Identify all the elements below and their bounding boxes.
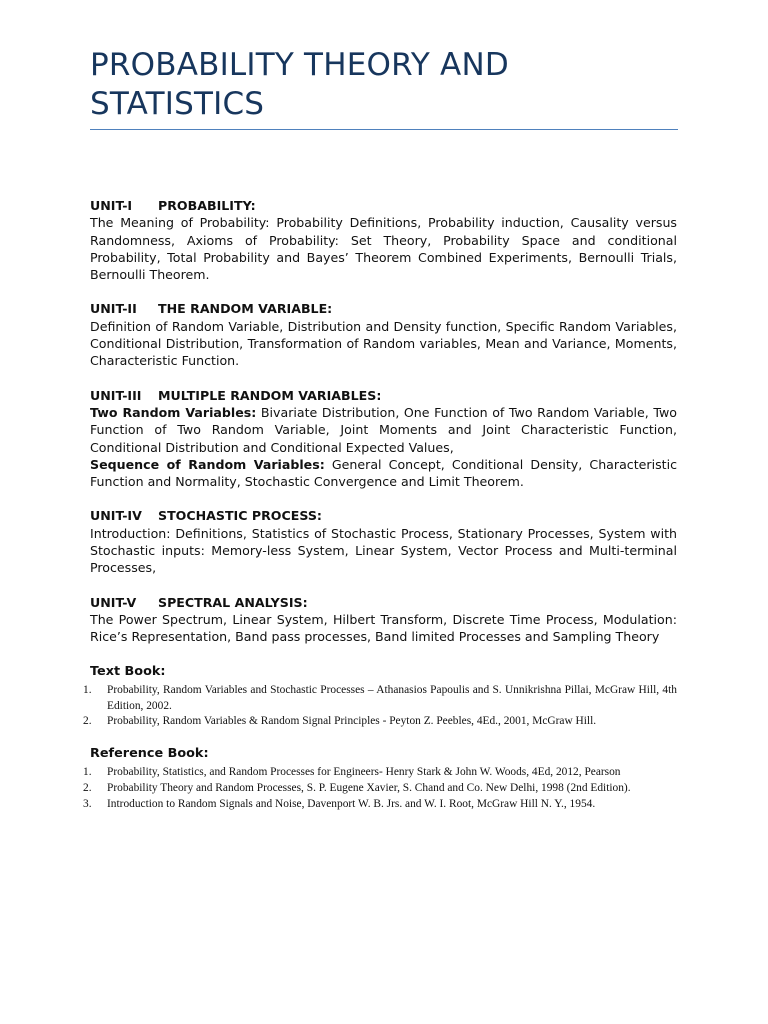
- spacer: [90, 730, 677, 744]
- unit-1: [90, 197, 677, 283]
- list-text: Probability, Statistics, and Random Processes for Engineers- Henry Stark & John W. Woods, 4Ed, 2012, Pearson: [107, 766, 621, 779]
- list-item: [83, 781, 677, 797]
- paragraph-lead: Sequence of Random Variables:: [90, 456, 325, 472]
- unit-number: UNIT-V: [90, 594, 137, 610]
- unit-title: SPECTRAL ANALYSIS:: [158, 594, 308, 610]
- list-number: 2.: [83, 781, 92, 794]
- list-text: Probability, Random Variables & Random Signal Principles - Peyton Z. Peebles, 4Ed., 2001, McGraw Hill.: [107, 715, 597, 728]
- list-text: Introduction to Random Signals and Noise, Davenport W. B. Jrs. and W. I. Root, McGraw Hill N. Y., 1954.: [107, 797, 596, 810]
- unit-heading: [90, 594, 677, 611]
- unit-paragraph: [90, 318, 677, 370]
- unit-paragraph: [90, 456, 677, 491]
- paragraph-text: Bivariate Distribution, One Function of Two Random Variable, Two Function of Two Random Variable, Joint Moments and Joint Characteristic Function, Conditional Distribution and Conditional Expected Values,: [90, 404, 677, 455]
- paragraph-lead: Two Random Variables:: [90, 404, 257, 420]
- list-text: Probability, Random Variables and Stochastic Processes – Athanasios Papoulis and S. Unnikrishna Pillai, McGraw Hill, 4th Edition, 2002.: [107, 683, 677, 712]
- unit-paragraph: [90, 214, 677, 283]
- unit-3: [90, 387, 677, 491]
- unit-number: UNIT-II: [90, 301, 137, 317]
- reference-book-heading: Reference Book:: [90, 745, 209, 761]
- paragraph-text: Introduction: Definitions, Statistics of Stochastic Process, Stationary Processes, System with Stochastic inputs: Memory-less System, Linear System, Vector Process and Multi-terminal Processes,: [90, 525, 677, 576]
- unit-heading: [90, 387, 677, 404]
- text-book-heading: Text Book:: [90, 663, 166, 679]
- unit-title: THE RANDOM VARIABLE:: [158, 301, 333, 317]
- text-book-list: [83, 683, 677, 730]
- list-number: 1.: [83, 683, 92, 696]
- unit-4: [90, 507, 677, 576]
- list-text: Probability Theory and Random Processes, S. P. Eugene Xavier, S. Chand and Co. New Delhi, 1998 (2nd Edition).: [107, 781, 631, 794]
- list-number: 3.: [83, 797, 92, 810]
- unit-5: [90, 594, 677, 646]
- paragraph-text: The Power Spectrum, Linear System, Hilbert Transform, Discrete Time Process, Modulation: Rice’s Representation, Band pass processes, Band limited Processes and Sampling Theory: [90, 611, 677, 645]
- unit-paragraph: [90, 525, 677, 577]
- paragraph-text: Definition of Random Variable, Distribution and Density function, Specific Random Variables, Conditional Distribution, Transformation of Random variables, Mean and Variance, Moments, Characteristic Function.: [90, 318, 677, 369]
- page-title: PROBABILITY THEORY AND STATISTICS: [90, 47, 509, 122]
- reference-book-list: [83, 765, 677, 812]
- unit-title: MULTIPLE RANDOM VARIABLES:: [158, 387, 382, 403]
- title-divider: [90, 129, 678, 130]
- unit-title: PROBABILITY:: [158, 198, 256, 213]
- list-item: [83, 797, 677, 813]
- unit-number: UNIT-III: [90, 387, 142, 403]
- unit-heading: [90, 197, 677, 214]
- list-number: 2.: [83, 715, 92, 728]
- unit-2: [90, 300, 677, 369]
- list-item: [83, 765, 677, 781]
- unit-paragraph: [90, 404, 677, 456]
- syllabus-content: [83, 197, 677, 812]
- paragraph-text: General Concept, Conditional Density, Characteristic Function and Normality, Stochastic Convergence and Limit Theorem.: [90, 456, 677, 490]
- unit-number: UNIT-I: [90, 198, 133, 213]
- list-item: [83, 714, 677, 730]
- unit-heading: [90, 507, 677, 524]
- list-number: 1.: [83, 766, 92, 779]
- unit-number: UNIT-IV: [90, 508, 142, 524]
- unit-heading: [90, 300, 677, 317]
- unit-title: STOCHASTIC PROCESS:: [158, 508, 322, 524]
- unit-paragraph: [90, 611, 677, 646]
- list-item: [83, 683, 677, 714]
- paragraph-text: The Meaning of Probability: Probability Definitions, Probability induction, Causality versus Randomness, Axioms of Probability: Set Theory, Probability Space and conditional Probability, Total Probability and Bayes’ Theorem Combined Experiments, Bernoulli Trials, Bernoulli Theorem.: [90, 215, 677, 283]
